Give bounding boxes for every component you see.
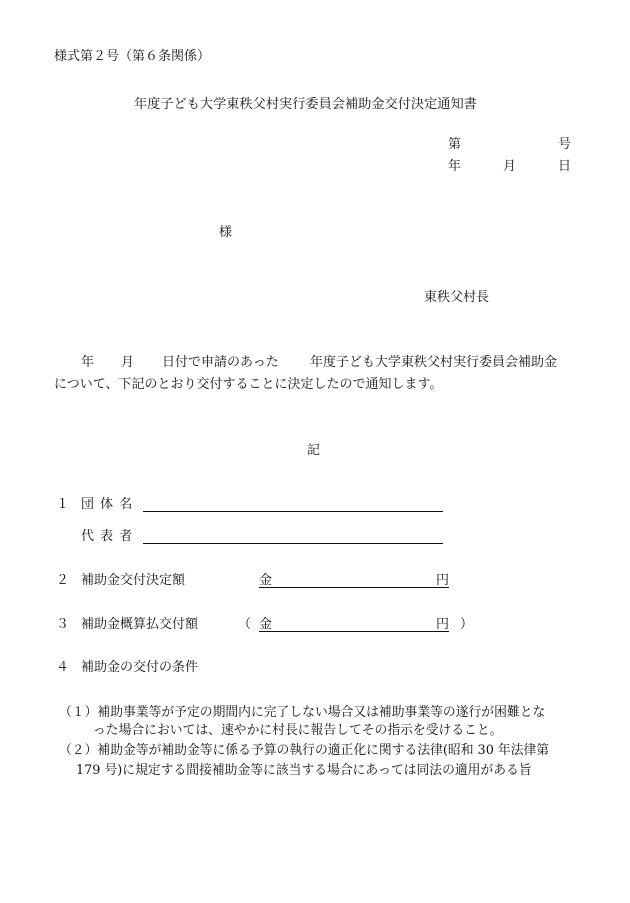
form-number: 様式第２号（第６条関係）: [54, 49, 211, 64]
body-notice-line: について、下記のとおり交付することに決定したので通知します。: [54, 377, 443, 392]
ki-heading: 記: [307, 443, 321, 458]
item2-en: 円: [436, 573, 450, 588]
item2-number: ２: [56, 573, 70, 588]
item4-label: 補助金の交付の条件: [81, 660, 199, 675]
representative-label: 代 表 者: [81, 529, 134, 544]
item3-kin: 金: [259, 617, 273, 632]
body-nen: 年: [81, 355, 95, 370]
item3-label: 補助金概算払交付額: [81, 617, 199, 632]
addressee-sama: 様: [219, 225, 233, 240]
condition-2-line2: 179 号)に規定する間接補助金等に該当する場合にあっては同法の適用がある旨: [76, 763, 532, 778]
item3-number: ３: [56, 617, 70, 632]
item2-kin: 金: [259, 573, 273, 588]
item3-open-paren: （: [238, 617, 252, 632]
item1-label: 団 体 名: [81, 497, 134, 512]
item1-number: １: [56, 497, 70, 512]
condition-1-line2: った場合においては、速やかに村長に報告してその指示を受けること。: [93, 723, 503, 738]
ref-gou: 号: [558, 137, 572, 152]
body-tsuki: 月: [121, 355, 135, 370]
item3-en: 円: [436, 617, 450, 632]
document-title: 年度子ども大学東秩父村実行委員会補助金交付決定通知書: [134, 97, 477, 112]
ref-dai: 第: [448, 137, 462, 152]
date-hi: 日: [558, 159, 572, 174]
decided-amount-line: [259, 587, 449, 588]
item2-label: 補助金交付決定額: [81, 573, 186, 588]
body-applied-date: 日付で申請のあった: [162, 355, 279, 370]
sender-name: 東秩父村長: [424, 290, 490, 305]
advance-amount-line: [259, 631, 449, 632]
date-tsuki: 月: [503, 159, 517, 174]
item3-close-paren: ）: [460, 617, 474, 632]
item4-number: ４: [56, 660, 70, 675]
date-nen: 年: [448, 159, 462, 174]
condition-2-line1: （２）補助金等が補助金等に係る予算の執行の適正化に関する法律(昭和 30 年法律第: [59, 743, 550, 758]
body-subsidy-name: 年度子ども大学東秩父村実行委員会補助金: [310, 355, 558, 370]
condition-1-line1: （１）補助事業等が予定の期間内に完了しない場合又は補助事業等の遂行が困難とな: [59, 705, 546, 720]
representative-line: [143, 543, 443, 544]
organization-name-line: [143, 511, 443, 512]
